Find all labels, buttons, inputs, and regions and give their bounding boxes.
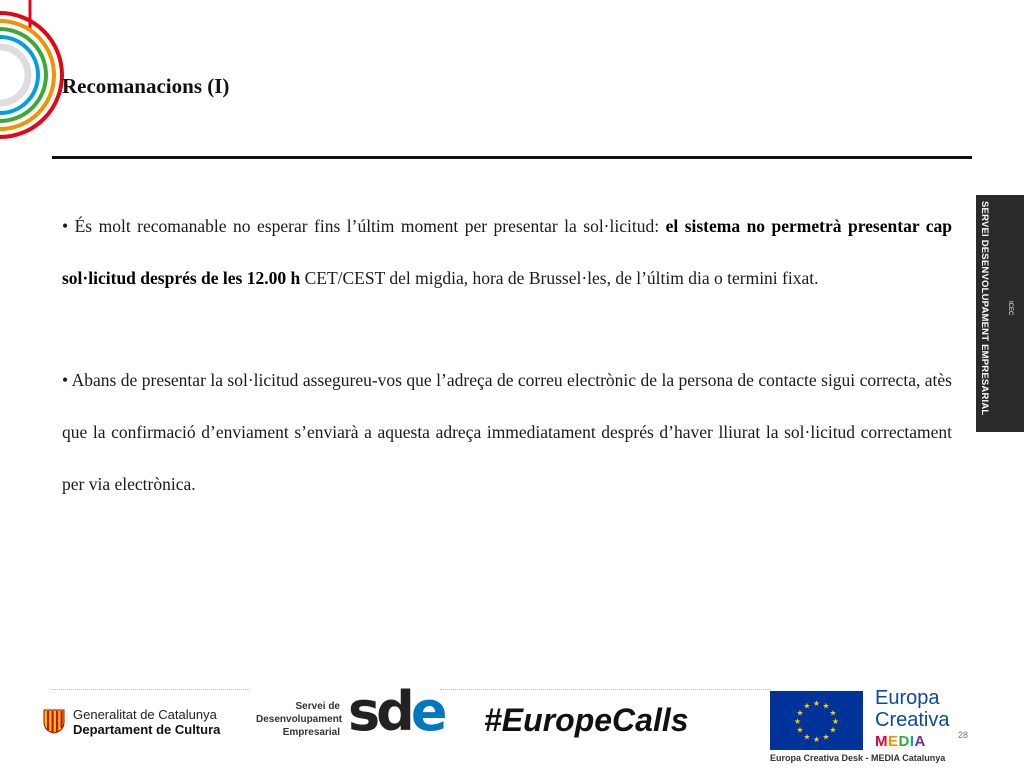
- paragraph-emphasis: el sistema no permetrà presentar cap sol·licitud després de les 12.00 h: [62, 216, 953, 288]
- svg-text:★: ★: [829, 708, 837, 718]
- footer-divider-right: [440, 689, 770, 690]
- paragraph-text: Abans de presentar la sol·licitud assegureu-vos que l’adreça de correu electrònic de la persona de contacte sigui correcta, atès que la confirmació d’enviament s’enviarà a aquesta adreça immediatament després d’haver lliurat la sol·licitud correctament per via electrònica.: [62, 370, 952, 494]
- servei-desenvolupament-label: [256, 700, 343, 739]
- media-letter: E: [888, 733, 899, 750]
- page-number: 28: [958, 730, 969, 740]
- paragraph-text: CET/CEST del migdia, hora de Brussel·les, de l’últim dia o termini fixat.: [300, 268, 819, 288]
- media-logo: [875, 733, 926, 750]
- servei-line: Servei de: [295, 701, 340, 712]
- europa-creativa-caption: Europa Creativa Desk - MEDIA Catalunya: [770, 753, 946, 763]
- eu-flag-icon: [770, 691, 863, 750]
- sde-logo-s: s: [348, 680, 377, 743]
- servei-line: Desenvolupament: [256, 714, 343, 725]
- svg-text:★: ★: [803, 732, 811, 742]
- svg-text:★: ★: [796, 725, 804, 735]
- europa-creativa-line2: Creativa: [875, 709, 950, 731]
- svg-text:★: ★: [822, 701, 830, 711]
- footer-divider-left: [52, 689, 250, 690]
- generalitat-logo: [42, 706, 242, 742]
- media-letter: M: [875, 733, 888, 750]
- bullet: •: [62, 370, 69, 390]
- media-letter: A: [914, 733, 926, 750]
- sde-logo: [348, 680, 443, 743]
- slide-body: [62, 200, 952, 510]
- svg-text:★: ★: [831, 717, 840, 726]
- recommendation-paragraph-1: [62, 200, 952, 304]
- generalitat-name: Generalitat de Catalunya: [73, 707, 217, 722]
- decorative-rings-graphic: [0, 0, 70, 170]
- title-underline: [52, 156, 972, 159]
- svg-text:★: ★: [803, 701, 811, 711]
- svg-text:★: ★: [812, 735, 821, 744]
- sde-logo-e: e: [410, 680, 444, 743]
- department-name: Departament de Cultura: [73, 722, 221, 737]
- media-letter: D: [898, 733, 910, 750]
- sde-logo-d: d: [376, 680, 411, 743]
- europecalls-hashtag: #EuropeCalls: [484, 702, 689, 738]
- recommendation-paragraph-2: [62, 354, 952, 510]
- media-letter: I: [909, 733, 915, 750]
- side-tab: [976, 195, 1024, 432]
- servei-line: Empresarial: [282, 727, 340, 738]
- generalitat-emblem-icon: [42, 708, 66, 734]
- europa-creativa-line1: Europa: [875, 687, 940, 709]
- slide-title: Recomanacions (I): [62, 74, 230, 98]
- svg-text:★: ★: [796, 708, 804, 718]
- side-tab-small-label: ICEC: [1007, 301, 1013, 316]
- svg-text:★: ★: [829, 725, 837, 735]
- svg-text:★: ★: [812, 699, 821, 708]
- side-tab-label: SERVEI DESENVOLUPAMENT EMPRESARIAL: [979, 201, 990, 416]
- bullet: •: [62, 216, 69, 236]
- svg-text:★: ★: [793, 717, 802, 726]
- paragraph-text: És molt recomanable no esperar fins l’últim moment per presentar la sol·licitud:: [68, 216, 666, 236]
- svg-text:★: ★: [822, 732, 830, 742]
